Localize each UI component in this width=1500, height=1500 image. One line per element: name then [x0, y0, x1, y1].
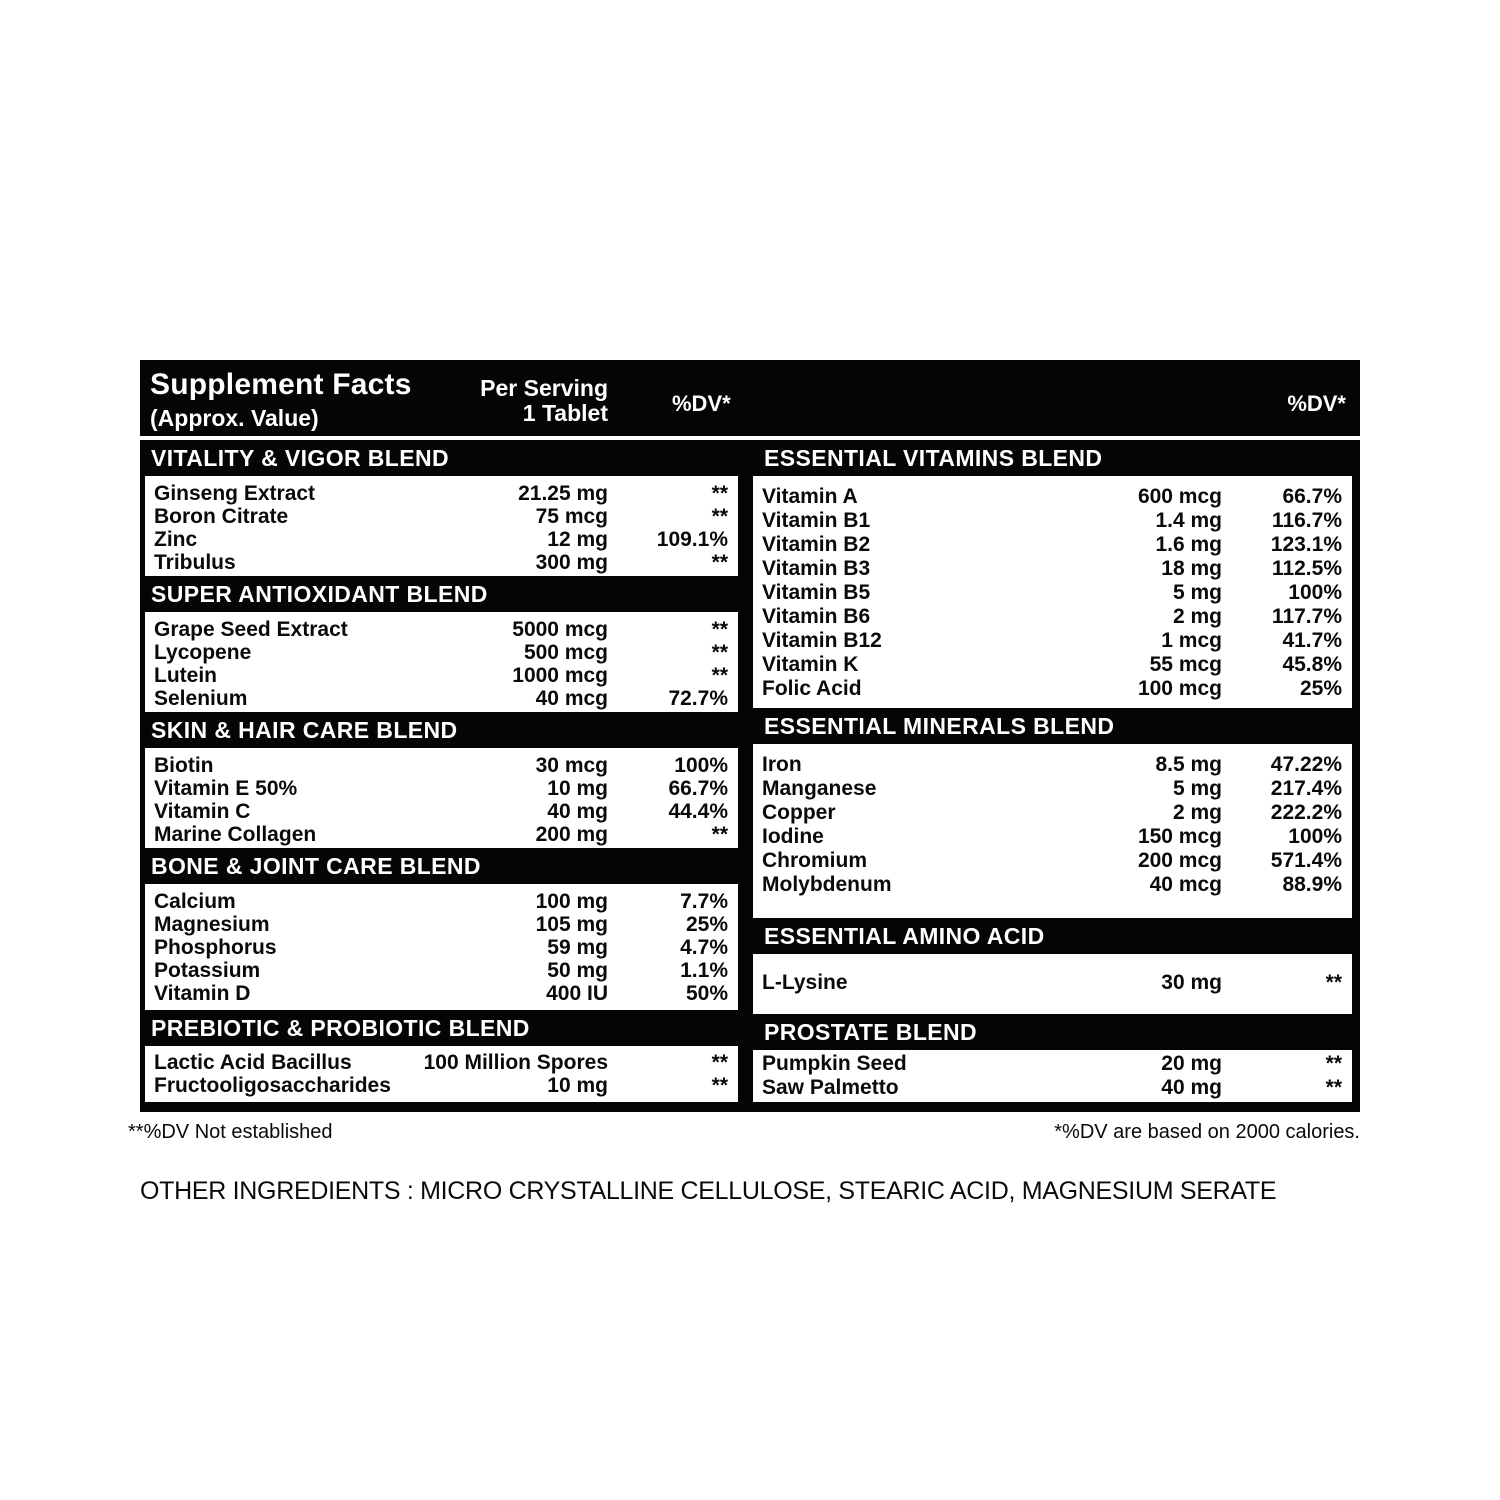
ingredient-amount: 5 mg — [1172, 777, 1222, 800]
section-rows-vitality — [145, 476, 738, 576]
ingredient-amount: 100 mg — [535, 890, 608, 913]
ingredient-name: Vitamin K — [762, 653, 859, 676]
ingredient-row — [753, 677, 1352, 701]
ingredient-dv-value: 44.4% — [668, 800, 728, 823]
ingredient-name: Tribulus — [154, 551, 236, 574]
dv-column-header-right: %DV* — [1287, 391, 1346, 416]
ingredient-dv-value: 109.1% — [656, 528, 728, 551]
footnote-not-established: **%DV Not established — [128, 1121, 333, 1143]
ingredient-dv-value: 72.7% — [668, 687, 728, 710]
ingredient-dv-value: ** — [1325, 971, 1342, 994]
ingredient-name: Selenium — [154, 687, 248, 710]
ingredient-dv-value: ** — [711, 664, 728, 687]
approx-value-subtitle: (Approx. Value) — [150, 405, 319, 431]
ingredient-dv-value: 1.1% — [680, 959, 728, 982]
serving-info — [448, 376, 608, 426]
section-rows-minerals — [753, 744, 1352, 918]
section-header-vitality: VITALITY & VIGOR BLEND — [151, 445, 450, 471]
ingredient-dv-value: ** — [711, 1051, 728, 1074]
ingredient-dv-value: 47.22% — [1270, 753, 1342, 776]
column-divider — [738, 440, 753, 1108]
ingredient-dv-value: 50% — [685, 982, 728, 1005]
ingredient-row — [145, 777, 738, 800]
ingredient-dv-value: 571.4% — [1270, 849, 1342, 872]
ingredient-name: Molybdenum — [762, 873, 892, 896]
ingredient-dv-value: 123.1% — [1270, 533, 1342, 556]
ingredient-name: Zinc — [154, 528, 198, 551]
right-column — [753, 440, 1360, 1108]
ingredient-row — [145, 687, 738, 710]
ingredient-name: Calcium — [154, 890, 236, 913]
section-header-vitamins: ESSENTIAL VITAMINS BLEND — [764, 445, 1103, 471]
ingredient-row — [145, 823, 738, 846]
ingredient-dv-value: 25% — [685, 913, 728, 936]
ingredient-amount: 75 mcg — [535, 505, 608, 528]
ingredient-name: Vitamin B1 — [762, 509, 871, 532]
ingredient-row — [145, 1051, 738, 1074]
ingredient-name: Magnesium — [154, 913, 270, 936]
section-rows-prostate — [753, 1050, 1352, 1102]
ingredient-amount: 10 mg — [547, 777, 608, 800]
ingredient-dv-value: 222.2% — [1270, 801, 1342, 824]
ingredient-dv-value: 100% — [674, 754, 728, 777]
ingredient-dv-value: 4.7% — [680, 936, 728, 959]
ingredient-dv-value: ** — [1325, 1076, 1342, 1099]
ingredient-name: Potassium — [154, 959, 261, 982]
ingredient-row — [145, 618, 738, 641]
ingredient-name: Grape Seed Extract — [154, 618, 348, 641]
ingredient-dv-value: 88.9% — [1282, 873, 1342, 896]
ingredient-amount: 2 mg — [1172, 605, 1222, 628]
header-title-block — [150, 368, 412, 432]
ingredient-name: Folic Acid — [762, 677, 862, 700]
ingredient-amount: 300 mg — [535, 551, 608, 574]
section-rows-vitamins — [753, 476, 1352, 708]
ingredient-name: Lycopene — [154, 641, 252, 664]
left-column — [140, 440, 738, 1108]
ingredient-row — [753, 509, 1352, 533]
ingredient-dv-value: ** — [711, 505, 728, 528]
ingredient-amount: 150 mcg — [1137, 825, 1222, 848]
ingredient-name: Vitamin C — [154, 800, 251, 823]
ingredient-amount: 20 mg — [1161, 1052, 1222, 1075]
ingredient-amount: 200 mcg — [1137, 849, 1222, 872]
ingredient-row — [753, 849, 1352, 873]
ingredient-dv-value: ** — [711, 618, 728, 641]
ingredient-dv-value: ** — [711, 641, 728, 664]
ingredient-dv-value: 41.7% — [1282, 629, 1342, 652]
ingredient-dv-value: ** — [711, 551, 728, 574]
ingredient-name: Vitamin A — [762, 485, 858, 508]
ingredient-name: Lutein — [154, 664, 217, 687]
ingredient-amount: 500 mcg — [523, 641, 608, 664]
ingredient-dv-value: 117.7% — [1271, 605, 1342, 628]
ingredient-name: Boron Citrate — [154, 505, 289, 528]
ingredient-amount: 100 mcg — [1137, 677, 1222, 700]
ingredient-amount: 1000 mcg — [512, 664, 608, 687]
ingredient-amount: 40 mg — [547, 800, 608, 823]
page-title: Supplement Facts — [150, 368, 412, 401]
ingredient-amount: 8.5 mg — [1155, 753, 1222, 776]
section-header-antioxidant: SUPER ANTIOXIDANT BLEND — [151, 581, 488, 607]
ingredient-row — [753, 1076, 1352, 1100]
label-header — [140, 360, 1360, 440]
ingredient-dv-value: 45.8% — [1282, 653, 1342, 676]
ingredient-amount: 1 mcg — [1161, 629, 1222, 652]
ingredient-amount: 2 mg — [1172, 801, 1222, 824]
section-header-prostate: PROSTATE BLEND — [764, 1019, 978, 1045]
ingredient-name: Chromium — [762, 849, 867, 872]
ingredient-row — [753, 533, 1352, 557]
ingredient-amount: 100 Million Spores — [423, 1051, 608, 1074]
section-rows-skin-hair — [145, 748, 738, 848]
section-header-prebiotic-probiotic: PREBIOTIC & PROBIOTIC BLEND — [151, 1015, 530, 1041]
section-rows-bone-joint — [145, 884, 738, 1010]
ingredient-row — [145, 1074, 738, 1097]
ingredient-row — [753, 777, 1352, 801]
ingredient-amount: 59 mg — [547, 936, 608, 959]
ingredient-row — [753, 653, 1352, 677]
ingredient-amount: 21.25 mg — [518, 482, 608, 505]
ingredient-row — [145, 551, 738, 574]
ingredient-amount: 1.4 mg — [1155, 509, 1222, 532]
ingredient-name: L-Lysine — [762, 971, 848, 994]
footnote-calories-basis: *%DV are based on 2000 calories. — [1054, 1121, 1360, 1143]
ingredient-dv-value: ** — [711, 1074, 728, 1097]
ingredient-name: Iron — [762, 753, 802, 776]
ingredient-dv-value: ** — [1325, 1052, 1342, 1075]
ingredient-amount: 40 mcg — [1149, 873, 1222, 896]
ingredient-row — [753, 629, 1352, 653]
ingredient-dv-value: 25% — [1299, 677, 1342, 700]
supplement-facts-label — [140, 360, 1360, 1112]
ingredient-amount: 600 mcg — [1137, 485, 1222, 508]
ingredient-row — [753, 1052, 1352, 1076]
ingredient-amount: 5000 mcg — [512, 618, 608, 641]
ingredient-name: Vitamin D — [154, 982, 251, 1005]
ingredient-name: Phosphorus — [154, 936, 277, 959]
ingredient-name: Pumpkin Seed — [762, 1052, 907, 1075]
ingredient-dv-value: 66.7% — [1282, 485, 1342, 508]
ingredient-row — [753, 873, 1352, 897]
ingredient-dv-value: 112.5% — [1271, 557, 1342, 580]
ingredient-name: Vitamin E 50% — [154, 777, 298, 800]
ingredient-row — [753, 753, 1352, 777]
ingredient-dv-value: ** — [711, 482, 728, 505]
ingredient-amount: 40 mg — [1161, 1076, 1222, 1099]
ingredient-row — [145, 800, 738, 823]
ingredient-row — [753, 605, 1352, 629]
section-header-amino-acid: ESSENTIAL AMINO ACID — [764, 923, 1045, 949]
ingredient-row — [145, 959, 738, 982]
ingredient-dv-value: 217.4% — [1270, 777, 1342, 800]
ingredient-name: Vitamin B3 — [762, 557, 871, 580]
ingredient-amount: 30 mg — [1161, 971, 1222, 994]
ingredient-name: Vitamin B2 — [762, 533, 871, 556]
ingredient-amount: 5 mg — [1172, 581, 1222, 604]
ingredient-row — [145, 641, 738, 664]
ingredient-name: Marine Collagen — [154, 823, 317, 846]
ingredient-amount: 12 mg — [547, 528, 608, 551]
ingredient-amount: 105 mg — [535, 913, 608, 936]
section-rows-amino-acid — [753, 954, 1352, 1014]
ingredient-dv-value: 7.7% — [680, 890, 728, 913]
ingredient-row — [145, 890, 738, 913]
ingredient-row — [145, 913, 738, 936]
ingredient-row — [753, 485, 1352, 509]
ingredient-row — [753, 971, 1352, 995]
ingredient-dv-value: 100% — [1288, 581, 1342, 604]
ingredient-amount: 200 mg — [535, 823, 608, 846]
ingredient-name: Iodine — [762, 825, 824, 848]
section-header-skin-hair: SKIN & HAIR CARE BLEND — [151, 717, 458, 743]
ingredient-row — [145, 982, 738, 1005]
ingredient-name: Vitamin B6 — [762, 605, 871, 628]
ingredient-row — [753, 581, 1352, 605]
ingredient-dv-value: ** — [711, 823, 728, 846]
ingredient-amount: 50 mg — [547, 959, 608, 982]
ingredient-row — [753, 557, 1352, 581]
ingredient-amount: 1.6 mg — [1155, 533, 1222, 556]
section-rows-prebiotic-probiotic — [145, 1046, 738, 1102]
label-columns — [140, 440, 1360, 1108]
ingredient-row — [145, 664, 738, 687]
ingredient-row — [145, 528, 738, 551]
serving-label: Per Serving — [480, 375, 608, 401]
ingredient-row — [145, 754, 738, 777]
ingredient-name: Vitamin B5 — [762, 581, 871, 604]
ingredient-row — [753, 825, 1352, 849]
ingredient-name: Manganese — [762, 777, 877, 800]
ingredient-row — [145, 936, 738, 959]
other-ingredients-text: OTHER INGREDIENTS : MICRO CRYSTALLINE CELLULOSE, STEARIC ACID, MAGNESIUM SERATE — [140, 1177, 1277, 1205]
section-header-minerals: ESSENTIAL MINERALS BLEND — [764, 713, 1115, 739]
ingredient-name: Fructooligosaccharides — [154, 1074, 391, 1097]
ingredient-dv-value: 100% — [1288, 825, 1342, 848]
ingredient-dv-value: 116.7% — [1271, 509, 1342, 532]
section-rows-antioxidant — [145, 612, 738, 712]
ingredient-name: Biotin — [154, 754, 214, 777]
ingredient-name: Copper — [762, 801, 836, 824]
ingredient-amount: 55 mcg — [1149, 653, 1222, 676]
ingredient-amount: 30 mcg — [535, 754, 608, 777]
ingredient-row — [145, 505, 738, 528]
ingredient-amount: 10 mg — [547, 1074, 608, 1097]
dv-column-header-left: %DV* — [672, 391, 731, 416]
ingredient-dv-value: 66.7% — [668, 777, 728, 800]
ingredient-amount: 400 IU — [546, 982, 608, 1005]
ingredient-name: Saw Palmetto — [762, 1076, 899, 1099]
ingredient-name: Lactic Acid Bacillus — [154, 1051, 352, 1074]
ingredient-row — [753, 801, 1352, 825]
serving-size: 1 Tablet — [522, 400, 608, 426]
ingredient-amount: 18 mg — [1161, 557, 1222, 580]
section-header-bone-joint: BONE & JOINT CARE BLEND — [151, 853, 481, 879]
ingredient-name: Vitamin B12 — [762, 629, 882, 652]
ingredient-row — [145, 482, 738, 505]
ingredient-amount: 40 mcg — [535, 687, 608, 710]
ingredient-name: Ginseng Extract — [154, 482, 316, 505]
